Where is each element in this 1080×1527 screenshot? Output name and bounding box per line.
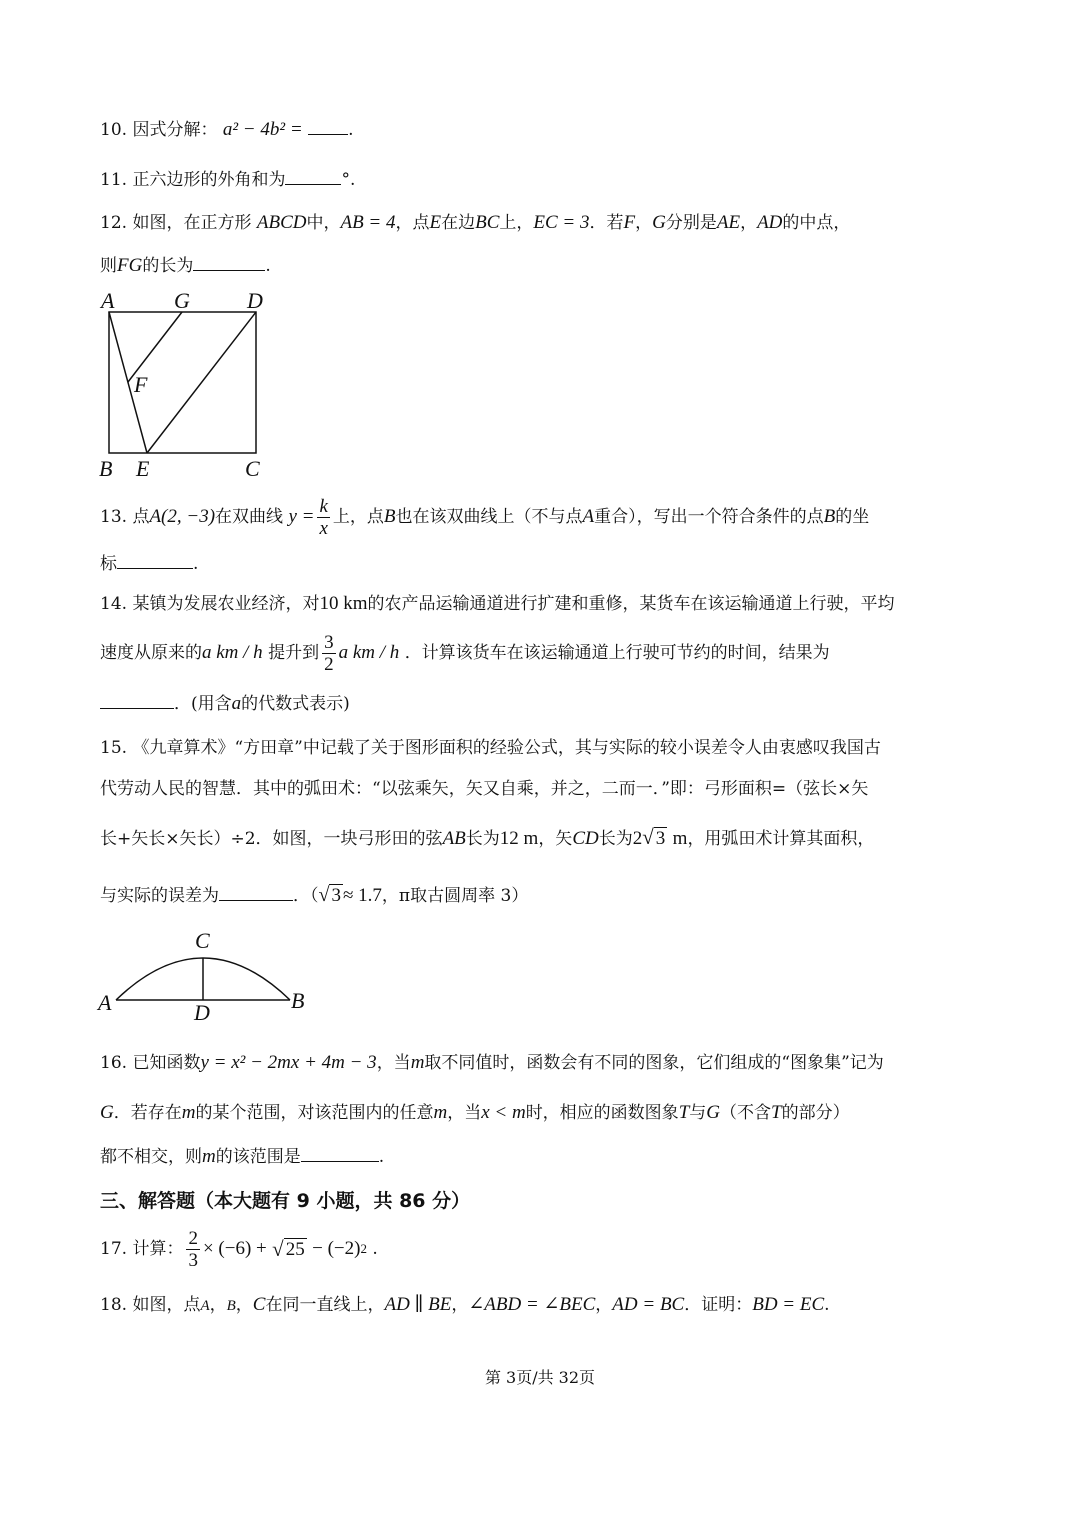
page-footer: 第 3页/共 32页	[484, 1368, 596, 1387]
fraction-k-over-x	[317, 496, 329, 539]
question-15-line-2	[100, 778, 868, 800]
label-e: E	[136, 456, 150, 480]
question-number: 12.	[100, 213, 128, 233]
question-13-line-1	[100, 492, 869, 542]
label-a: A	[101, 288, 115, 313]
text: 代劳动人民的智慧．其中的弧田术：“以弦乘矢，矢又自乘，并之，二而一．”即：弓形面积=（弦长×矢	[100, 779, 869, 799]
text: 在双曲线	[215, 507, 284, 527]
label-d: D	[247, 288, 263, 313]
fraction-three-halves	[322, 632, 336, 675]
answer-blank	[219, 884, 293, 901]
math: AD ∥ BE	[384, 1294, 452, 1315]
math: ≈ 1.7	[342, 885, 382, 906]
math: y = x² − 2mx + 4m − 3	[200, 1052, 377, 1073]
question-number: 14.	[100, 594, 128, 614]
math: 3	[655, 828, 666, 849]
math: T	[771, 1102, 782, 1123]
text: 的代数式表示)	[241, 694, 350, 714]
section-heading: 三、解答题（本大题有 9 小题，共 86 分）	[100, 1190, 471, 1212]
question-15-line-4	[100, 884, 528, 907]
period: .	[193, 554, 199, 574]
denominator: 3	[188, 1249, 198, 1271]
text: 某镇为发展农业经济，对	[132, 594, 320, 614]
exponent: 2	[360, 1241, 367, 1256]
math: A(2, −3)	[149, 506, 216, 527]
text: ．证明：	[684, 1295, 753, 1315]
period: .	[378, 1147, 385, 1167]
math: m	[410, 1052, 425, 1073]
math: C	[252, 1294, 266, 1315]
text: 与	[689, 1103, 707, 1123]
question-number: 15.	[100, 738, 128, 758]
text: ．若	[589, 213, 624, 233]
label-a: A	[98, 990, 112, 1015]
text: 长+矢长×矢长）÷2．如图，一块弓形田的弦	[100, 829, 443, 849]
question-text: 因式分解：	[132, 120, 218, 140]
question-12-line-1: 12. 如图，在正方形 ABCD中，AB = 4，点E在边BC上，EC = 3．若F，G分别是AE，AD的中点，	[100, 212, 851, 233]
question-number: 13.	[100, 507, 128, 527]
arc-segment-figure	[94, 928, 314, 1024]
math: B	[383, 506, 396, 527]
text: 的长为	[142, 256, 194, 276]
sqrt-sign: √	[318, 884, 330, 906]
text: 长为	[598, 829, 633, 849]
degree-sign: °.	[341, 170, 356, 190]
text: 的部分）	[781, 1103, 850, 1123]
numerator: 2	[188, 1227, 198, 1249]
text: 的中点，	[782, 213, 851, 233]
math: y =	[288, 506, 315, 527]
math: G	[652, 212, 666, 233]
text: 标	[100, 554, 117, 574]
text: 在边	[441, 213, 476, 233]
math: 12 m	[499, 828, 539, 849]
math: − (−2)	[312, 1238, 361, 1259]
question-14-line-3	[100, 692, 350, 715]
answer-blank	[301, 1145, 379, 1162]
text: 上，	[499, 213, 534, 233]
math: B	[823, 506, 836, 527]
question-text: 正六边形的外角和为	[132, 170, 286, 190]
text: ，用弧田术计算其面积，	[687, 829, 875, 849]
denominator: x	[319, 517, 328, 539]
question-14-line-2	[100, 628, 830, 678]
math: A	[582, 506, 595, 527]
question-number: 18.	[100, 1295, 128, 1315]
text: ，π取古圆周率 3）	[381, 886, 529, 906]
text: 在同一直线上，	[265, 1295, 385, 1315]
math: T	[678, 1102, 690, 1123]
math: 10 km	[319, 593, 368, 614]
math: a	[231, 693, 242, 714]
text: 与实际的误差为	[100, 886, 219, 906]
math: AB = 4	[340, 212, 396, 233]
text: 都不相交，则	[100, 1147, 202, 1167]
answer-blank	[100, 692, 174, 709]
math: B	[226, 1298, 236, 1314]
math: AB	[442, 828, 466, 849]
label-g: G	[174, 288, 190, 313]
text: 取不同值时，函数会有不同的图象，它们组成的“图象集”记为	[424, 1053, 884, 1073]
question-16-line-3	[100, 1145, 384, 1168]
text: 中，	[306, 213, 341, 233]
question-13-line-2	[100, 552, 198, 575]
math: m	[672, 828, 688, 849]
text: 分别是	[665, 213, 717, 233]
math-expression: a² − 4b² =	[222, 119, 303, 140]
math: AD	[757, 212, 783, 233]
text: ．计算该货车在该运输通道上行驶可节约的时间，结果为	[404, 643, 830, 663]
question-number: 16.	[100, 1053, 128, 1073]
text: 如图，在正方形	[132, 213, 252, 233]
question-number: 11.	[100, 170, 128, 190]
text: ，点	[395, 213, 430, 233]
math: AD = BC	[612, 1294, 685, 1315]
text: 《九章算术》“方田章”中记载了关于图形面积的经验公式，其与实际的较小误差令人由衷感叹我国古	[132, 738, 881, 758]
segment-ed	[147, 312, 256, 453]
math: 2	[632, 828, 643, 849]
square-abcd	[109, 312, 256, 453]
square-figure	[96, 288, 276, 480]
math: E	[429, 212, 442, 233]
question-18: 18. 如图，点A，B，C在同一直线上，AD ∥ BE，∠ABD = ∠BEC，AD = BC．证明：BD = EC.	[100, 1294, 830, 1315]
period: .	[824, 1295, 830, 1315]
period: .	[372, 1239, 378, 1259]
fraction-two-thirds	[186, 1228, 200, 1271]
math: CD	[572, 828, 599, 849]
numerator: 3	[324, 631, 334, 653]
math: 25	[285, 1238, 305, 1260]
text: ，当	[376, 1053, 411, 1073]
math: m	[181, 1102, 196, 1123]
text: 的某个范围，对该范围内的任意	[195, 1103, 434, 1123]
text: ，当	[447, 1103, 482, 1123]
answer-blank	[285, 168, 341, 185]
question-number: 17.	[100, 1239, 128, 1259]
text: 上，点	[332, 507, 384, 527]
text: 计算：	[132, 1239, 184, 1259]
text: ．(用含	[174, 694, 232, 714]
text: 如图，点	[132, 1295, 201, 1315]
math: x < m	[481, 1102, 526, 1123]
denominator: 2	[324, 653, 334, 675]
question-11	[100, 168, 355, 191]
math: G	[706, 1102, 720, 1123]
math: AE	[716, 212, 741, 233]
sqrt-sign: √	[272, 1237, 284, 1261]
math: FG	[117, 255, 143, 276]
answer-blank	[117, 552, 193, 569]
text: 时，相应的函数图象	[525, 1103, 679, 1123]
text: 已知函数	[132, 1053, 201, 1073]
math: BC	[475, 212, 500, 233]
answer-blank	[308, 118, 348, 135]
label-d: D	[194, 1000, 210, 1024]
math: a km / h	[202, 642, 263, 663]
math: 3	[331, 885, 341, 906]
text: 速度从原来的	[100, 643, 202, 663]
text: ，矢	[538, 829, 573, 849]
label-c: C	[245, 456, 260, 480]
math: × (−6) +	[202, 1238, 267, 1259]
question-17	[100, 1222, 378, 1276]
label-c: C	[195, 928, 210, 953]
math: EC = 3	[533, 212, 590, 233]
question-16-line-2	[100, 1102, 850, 1124]
text: 则	[100, 256, 117, 276]
question-10	[100, 118, 353, 141]
math: F	[623, 212, 636, 233]
question-14-line-1	[100, 593, 894, 615]
period: .	[348, 120, 354, 140]
math: A	[200, 1298, 210, 1314]
sqrt-sign: √	[642, 825, 654, 849]
question-16-line-1	[100, 1052, 884, 1074]
math: ∠ABD = ∠BEC	[468, 1294, 596, 1315]
question-12-line-2	[100, 254, 271, 277]
math: m	[202, 1146, 216, 1167]
math: a km / h	[338, 642, 400, 663]
math: m	[433, 1102, 448, 1123]
numerator: k	[319, 495, 328, 517]
text: 重合），写出一个符合条件的点	[594, 507, 824, 527]
label-f: F	[134, 372, 148, 397]
math: ABCD	[256, 212, 307, 233]
text: ．若存在	[113, 1103, 182, 1123]
text: 长为	[465, 829, 500, 849]
text: （不含	[720, 1103, 771, 1123]
text: 的坐	[835, 507, 870, 527]
text: 的农产品运输通道进行扩建和重修，某货车在该运输通道上行驶，平均	[367, 594, 895, 614]
math: G	[100, 1102, 114, 1123]
question-number: 10.	[100, 120, 128, 140]
label-b: B	[99, 456, 113, 480]
label-b: B	[291, 988, 305, 1013]
question-15-line-1	[100, 737, 881, 759]
text: 点	[132, 507, 150, 527]
text: 也在该双曲线上（不与点	[395, 507, 583, 527]
text: 提升到	[268, 643, 320, 663]
text: ．（	[293, 886, 319, 906]
period: .	[265, 256, 271, 276]
text: 的该范围是	[215, 1147, 301, 1167]
math: BD = EC	[752, 1294, 825, 1315]
answer-blank	[193, 254, 265, 271]
question-15-line-3	[100, 826, 874, 850]
